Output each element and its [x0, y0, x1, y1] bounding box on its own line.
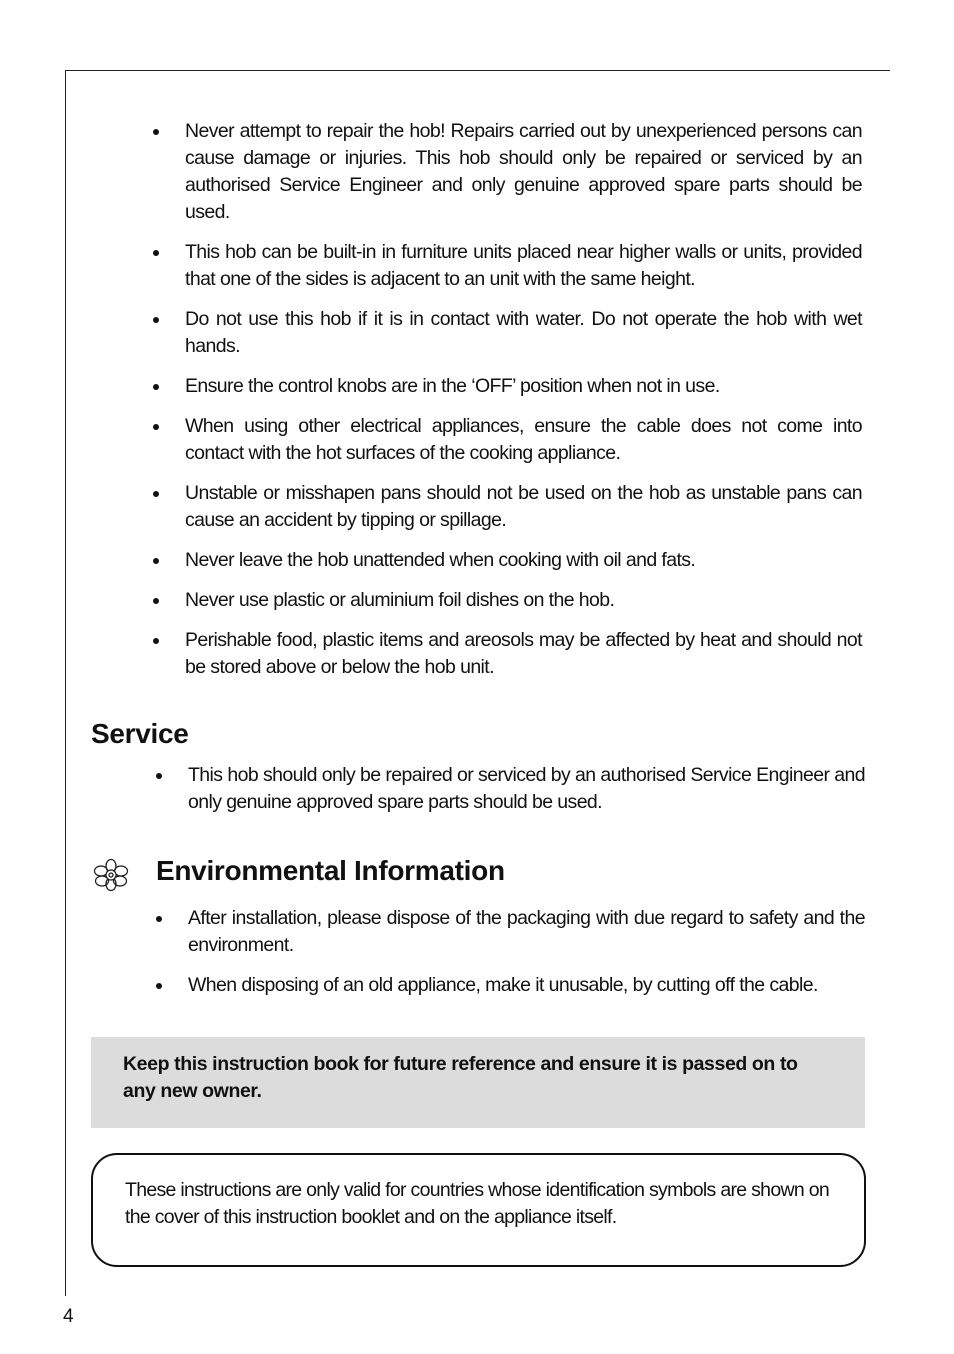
list-item [153, 762, 865, 816]
list-item-text: After installation, please dispose of the packaging with due regard to safety and the environment. [188, 907, 865, 956]
list-item [150, 239, 862, 293]
list-item [153, 972, 865, 999]
list-item-text: This hob should only be repaired or serviced by an authorised Service Engineer and only genuine approved spare parts should be used. [188, 764, 865, 813]
list-item-text: Perishable food, plastic items and areosols may be affected by heat and should not be stored above or below the hob unit. [185, 629, 862, 678]
bullet-icon [153, 491, 159, 497]
list-item-text: Ensure the control knobs are in the ‘OFF’ position when not in use. [185, 375, 720, 397]
validity-note-box [91, 1153, 866, 1267]
list-item [150, 373, 862, 400]
service-heading: Service [91, 718, 189, 749]
notice-box [91, 1037, 865, 1128]
list-item [150, 118, 862, 226]
bullet-icon [156, 983, 162, 989]
list-item [150, 413, 862, 467]
bullet-icon [153, 250, 159, 256]
page-frame-top-rule [65, 70, 890, 71]
service-list [153, 762, 865, 816]
bullet-icon [153, 129, 159, 135]
bullet-icon [153, 598, 159, 604]
list-item-text: Do not use this hob if it is in contact with water. Do not operate the hob with wet hands. [185, 308, 862, 357]
bullet-icon [156, 916, 162, 922]
flower-icon [93, 858, 129, 892]
notice-text: Keep this instruction book for future reference and ensure it is passed on to any new owner. [123, 1053, 798, 1102]
list-item [150, 306, 862, 360]
list-item-text: Never use plastic or aluminium foil dishes on the hob. [185, 589, 615, 611]
environmental-information-heading: Environmental Information [156, 855, 505, 886]
list-item-text: When disposing of an old appliance, make it unusable, by cutting off the cable. [188, 974, 818, 996]
list-item-text: Never leave the hob unattended when cooking with oil and fats. [185, 549, 696, 571]
bullet-icon [153, 638, 159, 644]
environment-list [153, 905, 865, 1012]
safety-list [150, 118, 862, 694]
list-item-text: Never attempt to repair the hob! Repairs carried out by unexperienced persons can cause damage or injuries. This hob should only be repaired or serviced by an authorised Service Engineer and only genuine approved spare parts should be used. [185, 120, 862, 223]
list-item [150, 480, 862, 534]
page-frame-left-rule [65, 70, 66, 1296]
bullet-icon [153, 558, 159, 564]
list-item [150, 547, 862, 574]
list-item [153, 905, 865, 959]
list-item-text: When using other electrical appliances, ensure the cable does not come into contact with the hot surfaces of the cooking appliance. [185, 415, 862, 464]
list-item [150, 627, 862, 681]
bullet-icon [153, 424, 159, 430]
bullet-icon [156, 773, 162, 779]
list-item-text: Unstable or misshapen pans should not be used on the hob as unstable pans can cause an accident by tipping or spillage. [185, 482, 862, 531]
bullet-icon [153, 384, 159, 390]
bullet-icon [153, 317, 159, 323]
page-number: 4 [63, 1306, 74, 1327]
validity-note-text: These instructions are only valid for countries whose identification symbols are shown on the cover of this instruction booklet and on the appliance itself. [125, 1179, 829, 1228]
list-item-text: This hob can be built-in in furniture units placed near higher walls or units, provided that one of the sides is adjacent to an unit with the same height. [185, 241, 862, 290]
list-item [150, 587, 862, 614]
